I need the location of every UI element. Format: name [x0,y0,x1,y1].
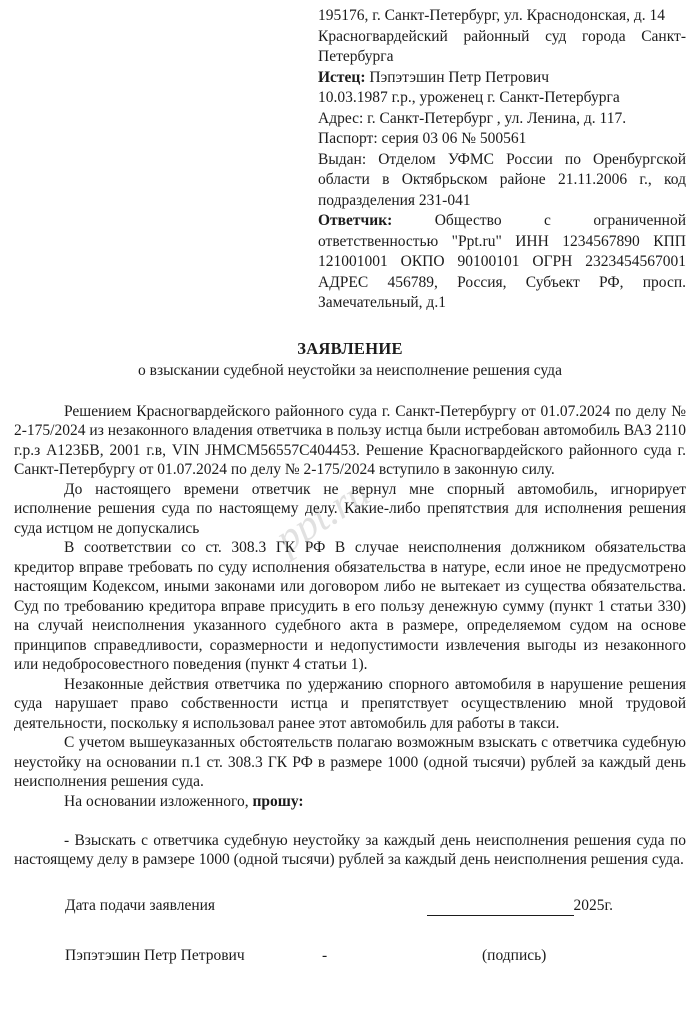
signature-row [14,946,686,966]
defendant-block [318,211,686,314]
request-bold-word: прошу: [252,792,304,810]
plaintiff-passport-issued-line: Выдан: Отделом УФМС России по Оренбургской области в Октябрьском районе 21.11.2006 г., код подразделения 231-041 [318,150,686,209]
signature-caption: (подпись) [482,946,547,964]
document-body [14,402,686,870]
paragraph-rights-violation: Незаконные действия ответчика по удержанию спорного автомобиля в нарушение решения суда нарушает право собственности истца и препятствует осуществлению мной трудовой деятельности, поскольку я использовал ранее этот автомобиль для работы в такси. [14,675,686,732]
paragraph-request-lead [14,792,686,812]
defendant-details: Общество с ограниченной ответственностью "Ppt.ru" ИНН 1234567890 КПП 121001001 ОКПО 90100101 ОГРН 2323454567001 АДРЕС 456789, Россия, Субъект РФ, просп. Замечательный, д.1 [318,212,686,311]
year-suffix: 2025г. [573,896,613,914]
signer-name: Пэпэтэшин Петр Петрович [65,946,245,964]
ppt-ru-watermark: ppt.ru [267,469,378,563]
paragraph-law-citation: В соответствии со ст. 308.3 ГК РФ В случае неисполнения должником обязательства кредитор вправе требовать по суду исполнения обязательства в натуре, если иное не предусмотрено настоящим Кодексом, иными законами или договором либо не вытекает из существа обязательства. Суд по требованию кредитора вправе присудить в его пользу денежную сумму (пункт 1 статьи 330) на случай неисполнения указанного судебного акта в размере, определяемом судом на основе принципов справедливости, соразмерности и недопустимости извлечения выгоды из незаконного или недобросовестного поведения (пункт 4 статьи 1). [14,539,686,673]
plaintiff-passport-line: Паспорт: серия 03 06 № 500561 [318,130,527,147]
filing-date-row [65,896,613,916]
plaintiff-address-line: Адрес: г. Санкт-Петербург , ул. Ленина, д. 117. [318,109,627,127]
plaintiff-label: Истец: [318,68,366,86]
date-blank-line [427,899,574,916]
plaintiff-name: Пэпэтэшин Петр Петрович [369,68,550,86]
paragraph-non-compliance: До настоящего времени ответчик не вернул мне спорный автомобиль, игнорирует исполнение решения суда по настоящему делу. Какие-либо препятствия для исполнения решения суда истцом не допускались [14,480,686,537]
signature-separator: - [322,946,328,964]
court-postal-address: 195176, г. Санкт-Петербург, ул. Краснодонская, д. 14 [318,7,666,24]
request-lead-text: На основании изложенного, [64,792,253,810]
plaintiff-name-line [318,68,686,89]
court-name: Красногвардейский районный суд города Санкт-Петербурга [318,27,686,65]
document-subtitle: о взыскании судебной неустойки за неисполнение решения суда [138,361,562,379]
document-title: ЗАЯВЛЕНИЕ [297,338,403,358]
plaintiff-birth-line: 10.03.1987 г.р., уроженец г. Санкт-Петербурга [318,89,620,106]
document-header [318,6,686,314]
paragraph-demand-item: - Взыскать с ответчика судебную неустойку за каждый день неисполнения решения суда по настоящему делу в рамзере 1000 (одной тысячи) рублей за каждый день неисполнения решения суда. [14,831,686,868]
paragraph-penalty-claim: С учетом вышеуказанных обстоятельств полагаю возможным взыскать с ответчика судебную неустойку на основании п.1 ст. 308.3 ГК РФ в размере 1000 (одной тысячи) рублей за каждый день неисполнения решения суда. [14,734,686,790]
defendant-label: Ответчик: [318,212,393,229]
filing-date-label: Дата подачи заявления [65,896,216,914]
paragraph-court-decision: Решением Красногвардейского районного суда г. Санкт-Петербургу от 01.07.2024 по делу № 2-175/2024 из незаконного владения ответчика в пользу истца были истребован автомобиль ВАЗ 2110 г.р.з А123БВ, 2001 г.в, VIN JHMCM56557C404453. Решение Красногвардейского районного суда г. Санкт-Петербургу от 01.07.2024 по делу № 2-175/2024 вступило в законную силу. [14,402,686,478]
document-title-block [14,338,686,382]
